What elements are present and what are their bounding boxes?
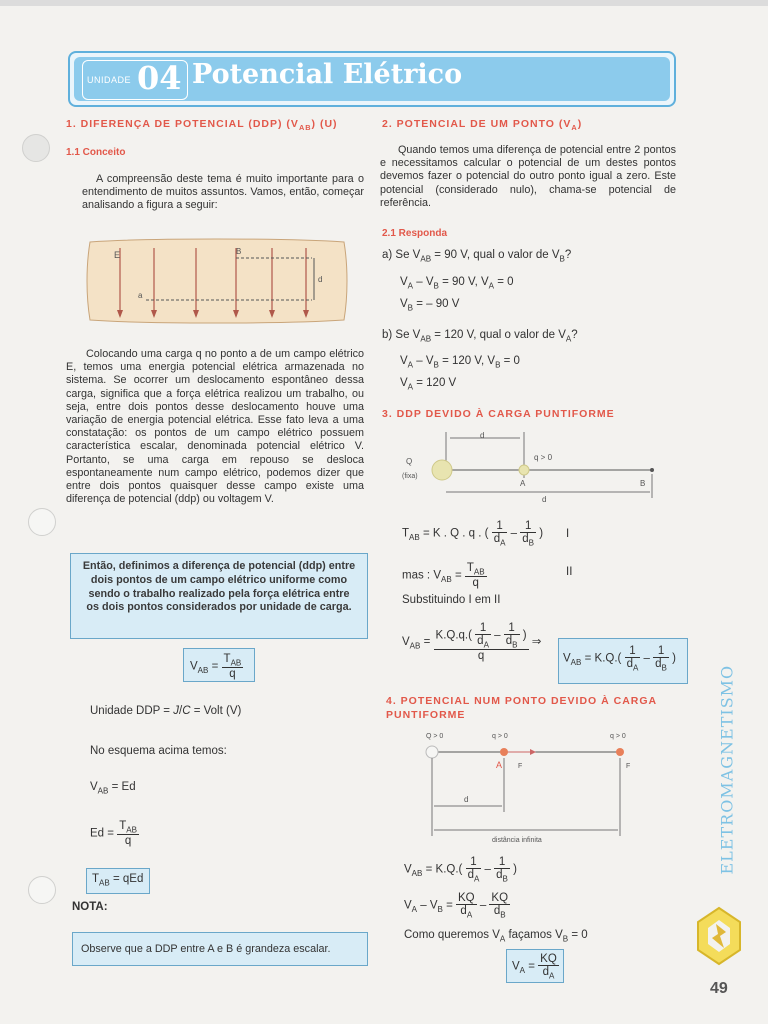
definition-text: Então, definimos a diferença de potencial (ddp) entre dois pontos de um campo elétrico uniforme como sendo o trabalho realizado pela força elétrica entre os dois pontos considerados por unidade de carga.	[82, 560, 356, 614]
da-label: d	[480, 431, 485, 440]
fixed-label: (fixa)	[402, 473, 418, 480]
section3-heading: 3. DDP DEVIDO À CARGA PUNTIFORME	[382, 408, 615, 420]
publisher-logo	[696, 906, 742, 966]
vab-result-box: $V_{AB} = K.Q$.( $\frac{1}{d_A}$ – $\frac{1}{d_B}$ )	[558, 638, 688, 684]
roman-two: II	[566, 566, 573, 578]
point-b-label: B	[236, 247, 242, 256]
q1-label: q > 0	[492, 733, 508, 740]
main-paragraph: Colocando uma carga q no ponto a de um campo elétrico E, temos uma energia potencial elétrica armazenada no sistema. Se ocorrer um deslocamento espontâneo dessa carga, significa que a força elétrica realizou um trabalho, ou seja, entre dois pontos desse deslocamento houve uma variação de energia potencial elétrica. Esse fato leva a uma constatação: os pontos de um campo elétrico possuem característica escalar, denominada potencial elétrico V. Portanto, se uma carga em repouso se desloca espontaneamente num campo elétrico, podemos dizer que entre dois pontos quaisquer desse campo existe uma diferença de potencial (ddp) ou voltagem V.	[66, 348, 364, 506]
nota-box	[72, 932, 368, 966]
distance-d-label: d	[318, 275, 323, 284]
subheading-concept: 1.1 Conceito	[66, 147, 126, 158]
page-title: Potencial Elétrico	[192, 59, 463, 90]
equation-mas: mas : $V_{AB}$ = $\frac{T_{AB}}{q}$	[402, 562, 485, 590]
field-figure	[86, 236, 350, 326]
unit-label: UNIDADE	[87, 75, 132, 85]
point-charge-figure	[394, 428, 664, 510]
point-b3-label: B	[640, 479, 646, 488]
substituindo-line: Substituindo I em II	[402, 594, 501, 606]
intro-paragraph: A compreensão deste tema é muito importante para o entendimento de muitos assuntos. Vamos, então, começar analisando a figura a seguir:	[82, 173, 364, 212]
point-a4-label: A	[496, 760, 503, 770]
roman-one: I	[566, 528, 570, 540]
answer-b-line1: $V_A - V_B = 120$ V, $V_B = 0$	[400, 355, 520, 370]
side-label: ELETROMAGNETISMO	[717, 664, 737, 875]
fe-label: F	[518, 763, 523, 770]
equation-vab-point: $V_{AB} = K.Q$.( $\frac{1}{d_A}$ – $\frac{1}{d_B}$ )	[404, 856, 517, 884]
question-a: a) Se $V_{AB} = 90$ V, qual o valor de $V_B$?	[382, 249, 572, 264]
answer-a-line2: $V_B$ = – 90 V	[400, 298, 460, 313]
question-b: b) Se $V_{AB} = 120$ V, qual o valor de $V_A$?	[382, 329, 578, 344]
answer-b-line2: $V_A = 120$ V	[400, 377, 457, 392]
equation-ed: Ed = $\frac{T_{AB}}{q}$	[90, 820, 137, 848]
infinity-figure	[420, 728, 670, 846]
top-band	[0, 0, 768, 6]
answer-a-line1: $V_A - V_B = 90$ V, $V_A = 0$	[400, 276, 514, 291]
equation-tab-coulomb: $T_{AB} = K$ . Q . q . ( $\frac{1}{d_A}$ – $\frac{1}{d_B}$ )	[402, 520, 544, 548]
definition-box	[70, 553, 368, 639]
db-label: d	[542, 495, 547, 504]
responda-heading: 2.1 Responda	[382, 228, 448, 239]
fe0-label: F	[626, 763, 631, 770]
equation-va-vb: $V_A - V_B$ = $\frac{KQ}{d_A}$ – $\frac{KQ}{d_B}$	[404, 892, 509, 920]
field-label-e: E	[114, 250, 121, 260]
infinite-distance-label: distância infinita	[492, 837, 542, 844]
section2-text: Quando temos uma diferença de potencial entre 2 pontos e necessitamos calcular o potencial de um destes pontos devemos fazer o potencial do outro ponto igual a zero. Este potencial (considerado nulo), chama-se potencial de referência.	[380, 144, 676, 209]
page-number: 49	[710, 980, 728, 997]
section2-heading: 2. POTENCIAL DE UM PONTO $(V_A)$	[382, 118, 583, 133]
binder-hole	[22, 134, 50, 162]
point-a3-label: A	[520, 479, 526, 488]
vab-formula-box: $V_{AB}$ = $\frac{T_{AB}}{q}$	[183, 648, 255, 682]
section1-heading: 1. DIFERENÇA DE POTENCIAL (DDP) $(V_{AB})$ (U)	[66, 118, 338, 133]
va-result-box: $V_A$ = $\frac{KQ}{d_A}$	[506, 949, 564, 983]
q-positive-label: q > 0	[534, 453, 553, 462]
como-line: Como queremos $V_A$ façamos $V_B = 0$	[404, 929, 588, 944]
nota-label: NOTA:	[72, 901, 108, 913]
nota-text: Observe que a DDP entre A e B é grandeza escalar.	[81, 943, 331, 955]
esquema-line: No esquema acima temos:	[90, 745, 227, 757]
unit-number: 04	[137, 59, 182, 97]
binder-hole	[28, 876, 56, 904]
section4-heading: 4. POTENCIAL NUM PONTO DEVIDO À CARGA PUNTIFORME	[386, 695, 657, 721]
equation-substitution: $V_{AB}$ = K.Q.q.( $\frac{1}{d_A}$ – $\frac{1}{d_B}$ ) q ⇒	[402, 622, 542, 663]
unit-ddp-line: Unidade DDP = J/C = Volt (V)	[90, 705, 242, 717]
equation-vab-ed: $V_{AB} = Ed$	[90, 781, 136, 796]
unit-box	[82, 60, 188, 100]
q2-label: q > 0	[610, 733, 626, 740]
point-a-label: a	[138, 291, 143, 300]
charge-q-label: Q	[406, 457, 413, 466]
binder-hole	[28, 508, 56, 536]
unit-banner	[68, 51, 676, 107]
q0-label: Q > 0	[426, 733, 444, 740]
d4-label: d	[464, 795, 469, 804]
tab-formula-box: $T_{AB}$ = qEd	[86, 868, 150, 894]
